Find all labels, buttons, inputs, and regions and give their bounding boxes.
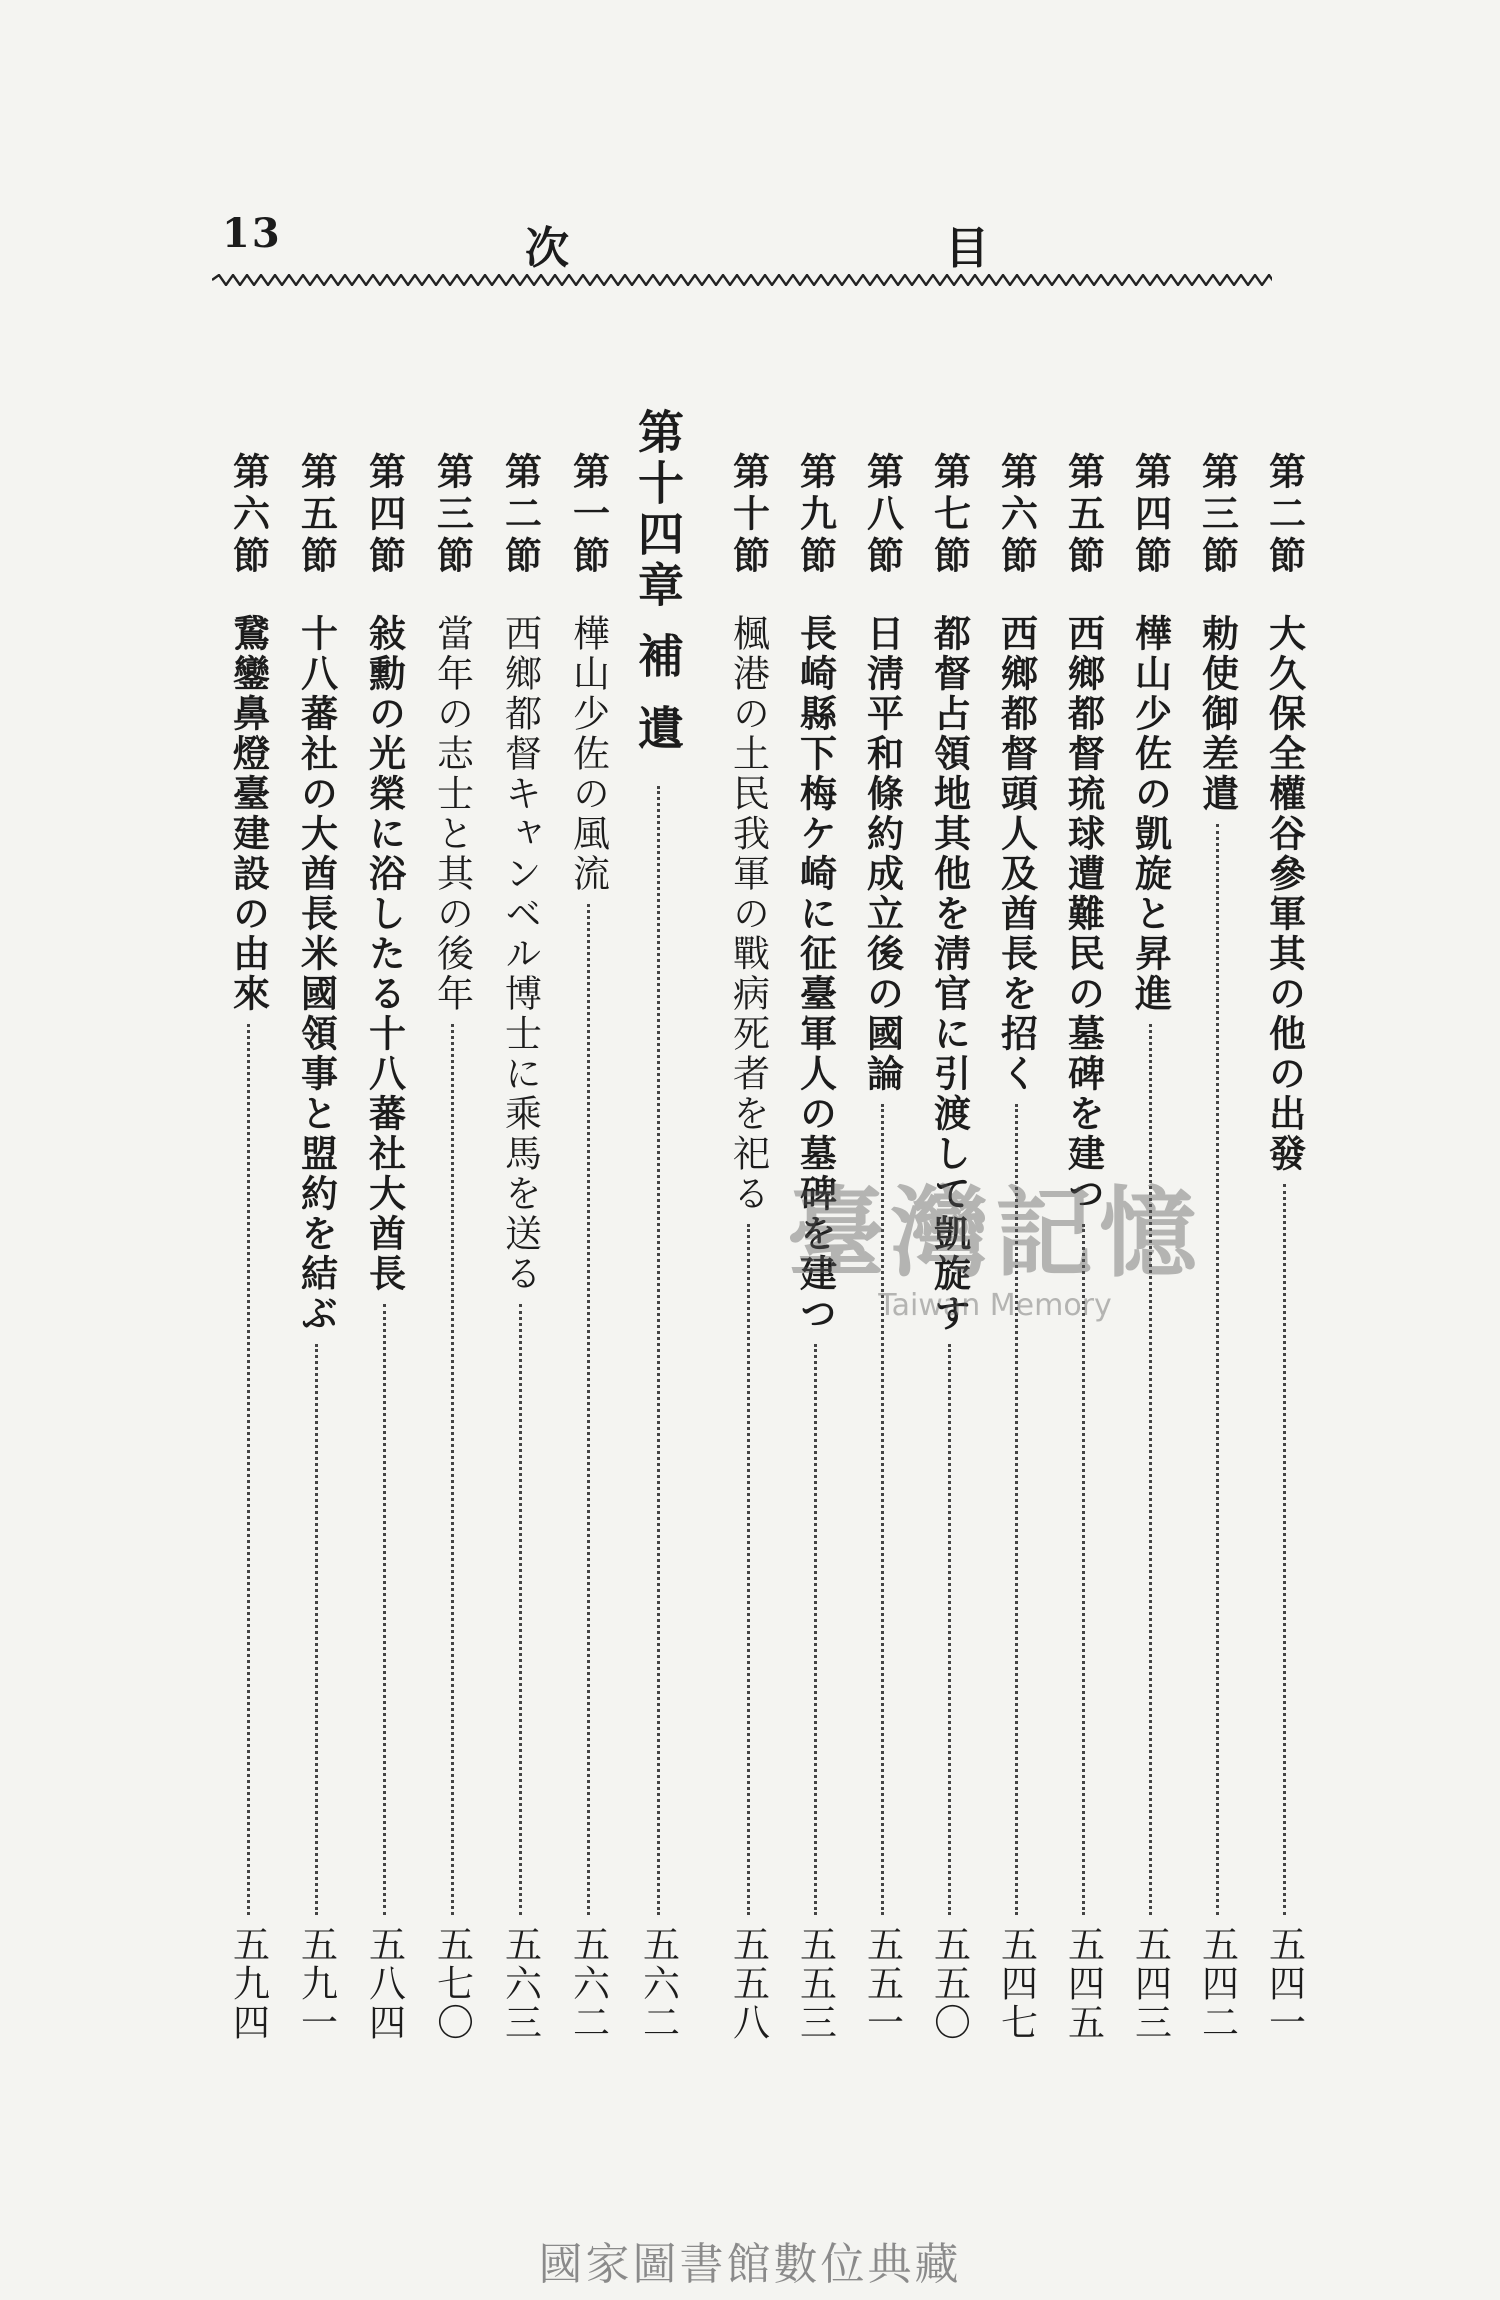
toc-entry-number: 第六節 bbox=[994, 452, 1039, 578]
toc-entry bbox=[490, 452, 550, 2042]
header-char-1: 次 bbox=[525, 223, 569, 274]
toc-entry-number: 第九節 bbox=[793, 452, 838, 578]
toc-entry-title: 勅使御差遣 bbox=[1195, 614, 1240, 814]
toc-entry-page: 五四一 bbox=[1262, 1925, 1306, 2042]
toc-entry-page: 五九四 bbox=[226, 1925, 270, 2042]
toc-entry-number: 第二節 bbox=[498, 452, 543, 578]
toc-entry-title: 鵞鑾鼻燈臺建設の由來 bbox=[226, 614, 271, 1014]
dot-leader bbox=[247, 1024, 250, 1915]
page-number: 13 bbox=[222, 210, 282, 257]
toc-entry-number: 第三節 bbox=[1195, 452, 1240, 578]
toc-entry bbox=[422, 452, 482, 2042]
toc-entry-title: 西鄉都督頭人及酋長を招く bbox=[994, 614, 1039, 1094]
toc-entry-title: 補遺 bbox=[631, 632, 685, 776]
toc-entry-number: 第二節 bbox=[1262, 452, 1307, 578]
dot-leader bbox=[747, 1224, 750, 1915]
toc-entry-page: 五五〇 bbox=[927, 1925, 971, 2042]
toc-entry-number: 第八節 bbox=[860, 452, 905, 578]
toc-entry-page: 五六三 bbox=[498, 1925, 542, 2042]
toc-entry-title: 當年の志士と其の後年 bbox=[430, 614, 474, 1014]
toc-entry-title: 楓港の土民我軍の戰病死者を祀る bbox=[726, 614, 770, 1214]
toc-entry-number: 第四節 bbox=[1128, 452, 1173, 578]
toc-entry-title: 西鄉都督琉球遭難民の墓碑を建つ bbox=[1061, 614, 1106, 1214]
dot-leader bbox=[814, 1344, 817, 1915]
toc-entry-page: 五五三 bbox=[793, 1925, 837, 2042]
dot-leader bbox=[1283, 1184, 1286, 1915]
toc-entry-page: 五四二 bbox=[1195, 1925, 1239, 2042]
dot-leader bbox=[383, 1304, 386, 1915]
toc-entry-page: 五四五 bbox=[1061, 1925, 1105, 2042]
toc-chapter-heading bbox=[628, 408, 688, 2042]
dot-leader bbox=[315, 1344, 318, 1915]
toc-entry-title: 大久保全權谷參軍其の他の出發 bbox=[1262, 614, 1307, 1174]
toc-entry-number: 第六節 bbox=[226, 452, 271, 578]
watermark bbox=[740, 1155, 1250, 1323]
toc-entry-title: 西鄉都督キャンベル博士に乘馬を送る bbox=[498, 614, 542, 1294]
toc-entry-number: 第四節 bbox=[362, 452, 407, 578]
toc-entry-page: 五五一 bbox=[860, 1925, 904, 2042]
toc-entry bbox=[558, 452, 618, 2042]
toc-entry-title: 敍勳の光榮に浴したる十八蕃社大酋長 bbox=[362, 614, 407, 1294]
watermark-english: Taiwan Memory bbox=[878, 1288, 1112, 1323]
toc-entry-number: 第一節 bbox=[566, 452, 611, 578]
toc-entry-page: 五八四 bbox=[362, 1925, 406, 2042]
toc-entry-page: 五六二 bbox=[636, 1925, 680, 2042]
header-wavy-rule bbox=[212, 274, 1272, 286]
toc-entry-number: 第十四章 bbox=[631, 408, 685, 612]
dot-leader bbox=[519, 1304, 522, 1915]
toc-entry-number: 第三節 bbox=[430, 452, 475, 578]
watermark-text: 臺灣記憶 bbox=[786, 1177, 1203, 1291]
toc-entry bbox=[1254, 452, 1314, 2042]
toc-entry bbox=[286, 452, 346, 2042]
toc-entry-title: 都督占領地其他を淸官に引渡して凱旋す bbox=[927, 614, 972, 1334]
toc-entry-page: 五五八 bbox=[726, 1925, 770, 2042]
toc-entry-number: 第五節 bbox=[294, 452, 339, 578]
toc-entry-number: 第五節 bbox=[1061, 452, 1106, 578]
dot-leader bbox=[1082, 1224, 1085, 1915]
dot-leader bbox=[948, 1344, 951, 1915]
dot-leader bbox=[587, 904, 590, 1915]
toc-entry-title: 十八蕃社の大酋長米國領事と盟約を結ぶ bbox=[294, 614, 339, 1334]
toc-entry-title: 長崎縣下梅ケ崎に征臺軍人の墓碑を建つ bbox=[793, 614, 838, 1334]
toc-entry-page: 五九一 bbox=[294, 1925, 338, 2042]
toc-entry-page: 五四七 bbox=[994, 1925, 1038, 2042]
footer-credit: 國家圖書館數位典藏 bbox=[538, 2239, 962, 2290]
toc-entry bbox=[354, 452, 414, 2042]
toc-entry-number: 第七節 bbox=[927, 452, 972, 578]
toc-entry bbox=[218, 452, 278, 2042]
toc-entry-title: 日淸平和條約成立後の國論 bbox=[860, 614, 905, 1094]
toc-entry-page: 五六二 bbox=[566, 1925, 610, 2042]
toc-entry-title: 樺山少佐の凱旋と昇進 bbox=[1128, 614, 1173, 1014]
dot-leader bbox=[657, 786, 660, 1915]
header-char-2: 目 bbox=[945, 223, 989, 274]
dot-leader bbox=[451, 1024, 454, 1915]
toc-entry-title: 樺山少佐の風流 bbox=[566, 614, 610, 894]
toc-entry-number: 第十節 bbox=[726, 452, 771, 578]
toc-entry-page: 五四三 bbox=[1128, 1925, 1172, 2042]
toc-entry-page: 五七〇 bbox=[430, 1925, 474, 2042]
dot-leader bbox=[1216, 824, 1219, 1915]
